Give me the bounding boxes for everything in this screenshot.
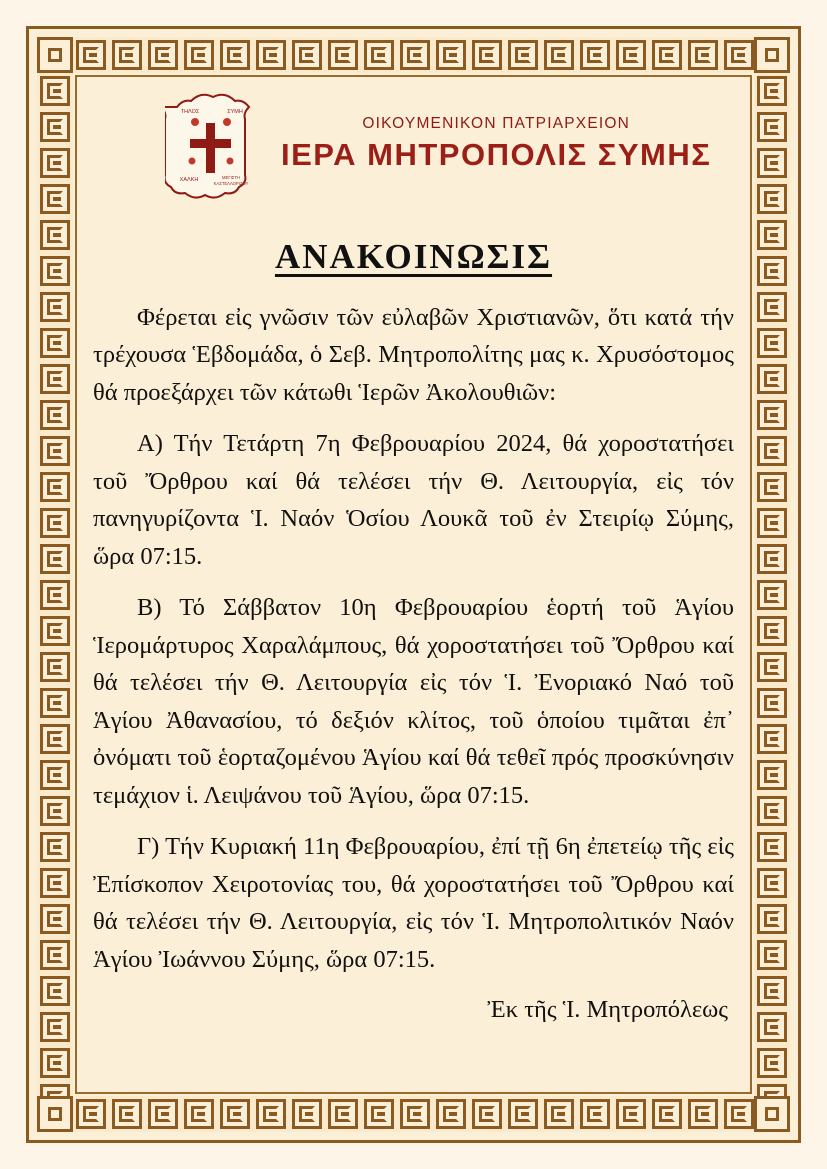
meander-tile (40, 400, 70, 430)
meander-tile (400, 40, 430, 70)
meander-tile (757, 76, 787, 106)
meander-tile (436, 40, 466, 70)
meander-tile (40, 832, 70, 862)
meander-tile (40, 364, 70, 394)
meander-tile (40, 544, 70, 574)
meander-tile (757, 940, 787, 970)
meander-tile (40, 760, 70, 790)
meander-tile (757, 904, 787, 934)
svg-text:ΚΑΣΤΕΛΛΟΡΙΖΟΥ: ΚΑΣΤΕΛΛΟΡΙΖΟΥ (213, 181, 249, 186)
meander-tile (757, 184, 787, 214)
meander-tile (652, 1099, 682, 1129)
meander-tile (757, 472, 787, 502)
meander-tile (148, 1099, 178, 1129)
masthead (93, 89, 734, 199)
meander-tile (508, 1099, 538, 1129)
meander-tile (757, 544, 787, 574)
meander-tile (112, 40, 142, 70)
border-corner-bottom-left (37, 1096, 73, 1132)
paragraph-item-a: Α) Τήν Τετάρτη 7η Φεβρουαρίου 2024, θά χοροστατήσει τοῦ Ὄρθρου καί θά τελέσει τήν Θ. Λειτουργία, εἰς τόν πανηγυρίζοντα Ἱ. Ναόν Ὁσίου Λουκᾶ τοῦ ἐν Στειρίῳ Σύμης, ὥρα 07:15. (93, 430, 734, 570)
meander-tile (616, 40, 646, 70)
meander-tile (757, 796, 787, 826)
meander-tile (757, 1012, 787, 1042)
meander-tile (757, 364, 787, 394)
paragraph-intro: Φέρεται εἰς γνῶσιν τῶν εὐλαβῶν Χριστιανῶν, ὅτι κατά τήν τρέχουσα Ἑβδομάδα, ὁ Σεβ. Μητροπολίτης μας κ. Χρυσόστομος θά προεξάρχει τῶν κάτωθι Ἱερῶν Ἀκολουθιῶν: (93, 304, 734, 406)
border-band-bottom (37, 1096, 790, 1132)
meander-tile (40, 508, 70, 538)
border-corner-bottom-right (754, 1096, 790, 1132)
meander-tile (40, 1012, 70, 1042)
meander-tile (112, 1099, 142, 1129)
meander-tile (757, 868, 787, 898)
meander-tile (757, 112, 787, 142)
meander-tile (400, 1099, 430, 1129)
meander-tile (757, 688, 787, 718)
meander-tile (40, 580, 70, 610)
meander-tile (256, 1099, 286, 1129)
patriarchate-line: ΟΙΚΟΥΜΕΝΙΚΟΝ ΠΑΤΡΙΑΡΧΕΙΟΝ (362, 115, 631, 132)
meander-tile (40, 868, 70, 898)
meander-tile (757, 508, 787, 538)
meander-tile (757, 148, 787, 178)
meander-tile (328, 1099, 358, 1129)
meander-tile (757, 976, 787, 1006)
border-corner-top-right (754, 37, 790, 73)
meander-tile (328, 40, 358, 70)
meander-tile (76, 1099, 106, 1129)
meander-tile (757, 580, 787, 610)
meander-tile (757, 1048, 787, 1078)
svg-text:ΣΥΜΗ: ΣΥΜΗ (227, 109, 243, 115)
meander-tile (580, 1099, 610, 1129)
meander-tile (40, 184, 70, 214)
meander-tile (40, 724, 70, 754)
meander-tile (757, 616, 787, 646)
meander-tile (757, 400, 787, 430)
metropolis-title: ΙΕΡΑ ΜΗΤΡΟΠΟΛΙΣ ΣΥΜΗΣ (281, 137, 712, 172)
meander-tile (757, 328, 787, 358)
meander-tile (40, 796, 70, 826)
meander-tile (40, 1048, 70, 1078)
border-band-left (37, 37, 73, 1132)
meander-tile (472, 40, 502, 70)
meander-tile (757, 220, 787, 250)
svg-text:ΧΑΛΚΗ: ΧΑΛΚΗ (179, 177, 199, 183)
metropolis-crest-icon (165, 89, 261, 199)
meander-tile (724, 40, 754, 70)
meander-tile (544, 1099, 574, 1129)
border-corner-top-left (37, 37, 73, 73)
meander-tile (757, 256, 787, 286)
meander-tile (472, 1099, 502, 1129)
meander-tile (40, 688, 70, 718)
meander-tile (292, 40, 322, 70)
meander-tile (544, 40, 574, 70)
meander-tile (40, 328, 70, 358)
border-band-top (37, 37, 790, 73)
svg-text:ΜΕΓΙΣΤΗ: ΜΕΓΙΣΤΗ (222, 175, 240, 180)
meander-tile (184, 1099, 214, 1129)
meander-tile (40, 652, 70, 682)
paragraph-item-b: Β) Τό Σάββατον 10η Φεβρουαρίου ἑορτή τοῦ Ἁγίου Ἱερομάρτυρος Χαραλάμπους, θά χοροστατήσει τοῦ Ὄρθρου καί θά τελέσει τήν Θ. Λειτουργία εἰς τόν Ἱ. Ἐνοριακό Ναό τοῦ Ἁγίου Ἀθανασίου, τό δεξιόν κλίτος, τοῦ ὁποίου τιμᾶται ἐπ᾽ ὀνόματι τοῦ ἑορταζομένου Ἁγίου καί θά τεθεῖ πρός προσκύνησιν τεμάχιον ἱ. Λειψάνου τοῦ Ἁγίου, ὥρα 07:15. (93, 594, 734, 809)
document-content (93, 89, 734, 1080)
meander-tile (616, 1099, 646, 1129)
meander-tile (220, 1099, 250, 1129)
meander-tile (436, 1099, 466, 1129)
meander-tile (688, 1099, 718, 1129)
meander-tile (580, 40, 610, 70)
meander-tile (508, 40, 538, 70)
meander-tile (757, 436, 787, 466)
meander-tile (292, 1099, 322, 1129)
meander-tile (76, 40, 106, 70)
masthead-text (281, 115, 711, 173)
meander-tile (688, 40, 718, 70)
meander-tile (40, 112, 70, 142)
meander-tile (40, 148, 70, 178)
svg-text:ΤΗΛΟΣ: ΤΗΛΟΣ (180, 109, 200, 115)
meander-tile (40, 940, 70, 970)
meander-tile (757, 832, 787, 862)
meander-tile (148, 40, 178, 70)
meander-tile (40, 904, 70, 934)
meander-tile (40, 976, 70, 1006)
meander-tile (40, 76, 70, 106)
signature-line: Ἐκ τῆς Ἱ. Μητροπόλεως (487, 996, 728, 1024)
decorative-border-frame (26, 26, 801, 1143)
meander-tile (40, 256, 70, 286)
meander-tile (40, 436, 70, 466)
meander-tile (256, 40, 286, 70)
paragraph-item-c: Γ) Τήν Κυριακή 11η Φεβρουαρίου, ἐπί τῇ 6η ἐπετείῳ τῆς εἰς Ἐπίσκοπον Χειροτονίας του, θά χοροστατήσει τοῦ Ὄρθρου καί θά τελέσει τήν Θ. Λειτουργία, εἰς τόν Ἱ. Μητροπολιτικόν Ναόν Ἁγίου Ἰωάννου Σύμης, ὥρα 07:15. (93, 833, 734, 973)
meander-tile (757, 652, 787, 682)
meander-tile (184, 40, 214, 70)
meander-tile (724, 1099, 754, 1129)
meander-tile (364, 40, 394, 70)
meander-tile (757, 724, 787, 754)
meander-tile (40, 616, 70, 646)
meander-tile (220, 40, 250, 70)
meander-tile (40, 292, 70, 322)
meander-tile (652, 40, 682, 70)
meander-tile (757, 760, 787, 790)
meander-tile (40, 472, 70, 502)
meander-tile (40, 220, 70, 250)
meander-tile (364, 1099, 394, 1129)
meander-tile (757, 292, 787, 322)
page-title: ΑΝΑΚΟΙΝΩΣΙΣ (274, 237, 553, 276)
border-band-right (754, 37, 790, 1132)
